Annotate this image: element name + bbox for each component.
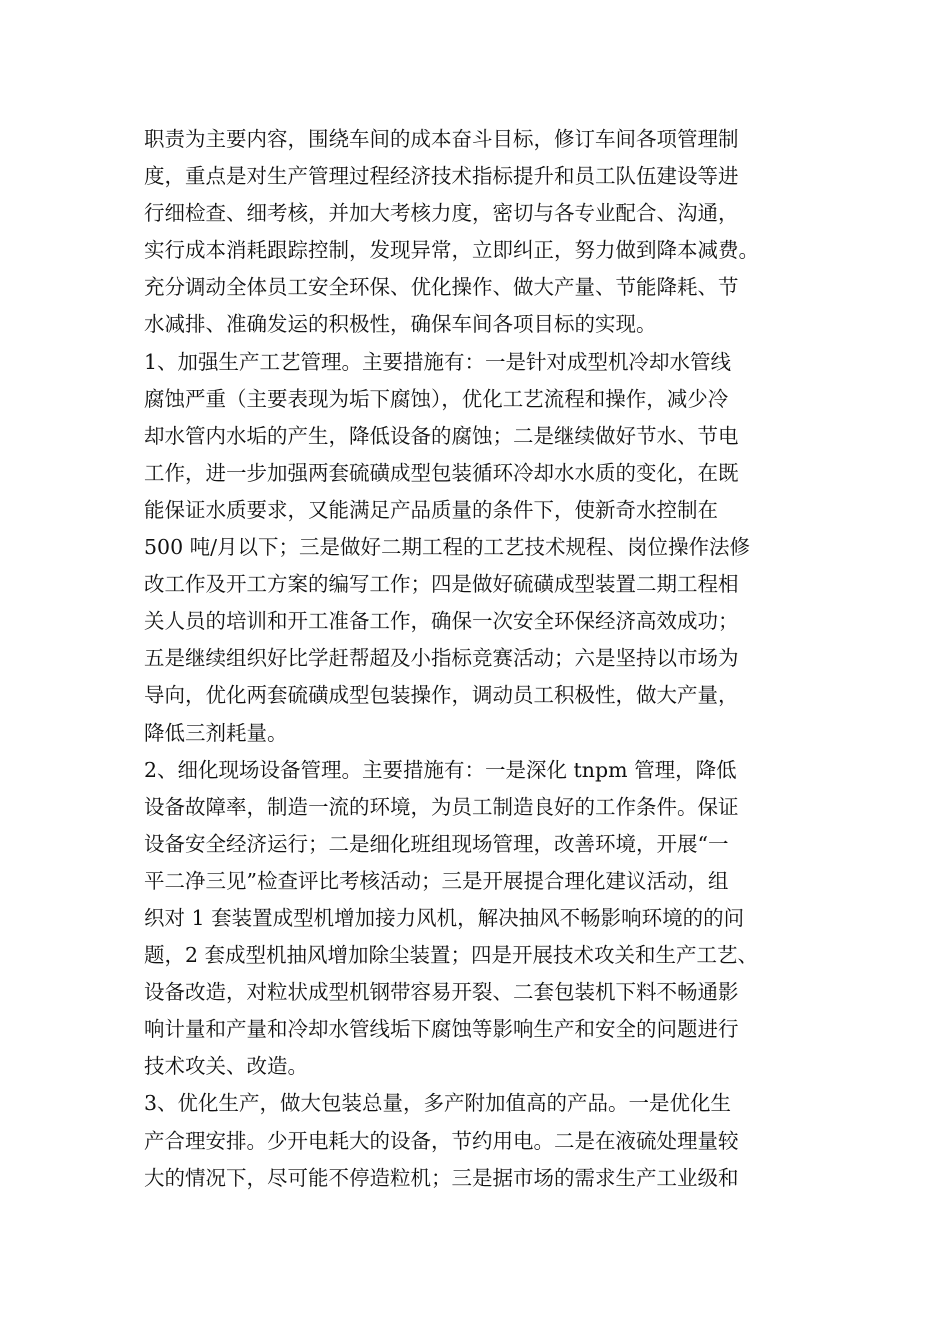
text-line: 五是继续组织好比学赶帮超及小指标竞赛活动；六是坚持以市场为 (144, 646, 739, 671)
text-line: 设备安全经济运行；二是细化班组现场管理，改善环境，开展“一 (144, 831, 729, 856)
text-line: 技术攻关、改造。 (144, 1054, 308, 1079)
text-line: 导向，优化两套硫磺成型包装操作，调动员工积极性，做大产量， (144, 683, 739, 708)
text-line: 3、优化生产，做大包装总量，多产附加值高的产品。一是优化生 (144, 1091, 732, 1116)
text-line: 充分调动全体员工安全环保、优化操作、做大产量、节能降耗、节 (144, 275, 739, 300)
body-text (144, 121, 824, 1197)
text-line: 2、细化现场设备管理。主要措施有：一是深化 tnpm 管理，降低 (144, 757, 737, 782)
text-line: 职责为主要内容，围绕车间的成本奋斗目标，修订车间各项管理制 (144, 127, 739, 151)
text-line: 关人员的培训和开工准备工作，确保一次安全环保经济高效成功； (144, 609, 739, 634)
text-line: 能保证水质要求，又能满足产品质量的条件下，使新奇水控制在 (144, 497, 718, 522)
text-line: 织对 1 套装置成型机增加接力风机，解决抽风不畅影响环境的的问 (144, 905, 745, 930)
text-line: 平二净三见”检查评比考核活动；三是开展提合理化建议活动，组 (144, 868, 729, 893)
text-line: 工作，进一步加强两套硫磺成型包装循环冷却水水质的变化，在既 (144, 460, 739, 485)
text-line: 题，2 套成型机抽风增加除尘装置；四是开展技术攻关和生产工艺、 (144, 943, 759, 968)
text-line: 设备故障率，制造一流的环境，为员工制造良好的工作条件。保证 (144, 794, 739, 819)
text-line: 行细检查、细考核，并加大考核力度，密切与各专业配合、沟通， (144, 201, 739, 226)
text-line: 1、加强生产工艺管理。主要措施有：一是针对成型机冷却水管线 (144, 349, 732, 374)
text-line: 却水管内水垢的产生，降低设备的腐蚀；二是继续做好节水、节电 (144, 423, 739, 448)
text-line: 水减排、准确发运的积极性，确保车间各项目标的实现。 (144, 312, 657, 337)
text-line: 大的情况下，尽可能不停造粒机；三是据市场的需求生产工业级和 (144, 1165, 739, 1190)
text-line: 设备改造，对粒状成型机钢带容易开裂、二套包装机下料不畅通影 (144, 980, 739, 1005)
text-line: 响计量和产量和冷却水管线垢下腐蚀等影响生产和安全的问题进行 (144, 1017, 739, 1042)
text-line: 改工作及开工方案的编写工作；四是做好硫磺成型装置二期工程相 (144, 572, 739, 597)
text-line: 降低三剂耗量。 (144, 720, 288, 745)
text-line: 产合理安排。少开电耗大的设备，节约用电。二是在液硫处理量较 (144, 1128, 739, 1153)
text-line: 实行成本消耗跟踪控制，发现异常，立即纠正，努力做到降本减费。 (144, 238, 759, 263)
text-line: 度，重点是对生产管理过程经济技术指标提升和员工队伍建设等进 (144, 164, 739, 189)
text-line: 500 吨/月以下；三是做好二期工程的工艺技术规程、岗位操作法修 (144, 535, 751, 560)
text-line: 腐蚀严重（主要表现为垢下腐蚀），优化工艺流程和操作，减少冷 (144, 386, 729, 411)
